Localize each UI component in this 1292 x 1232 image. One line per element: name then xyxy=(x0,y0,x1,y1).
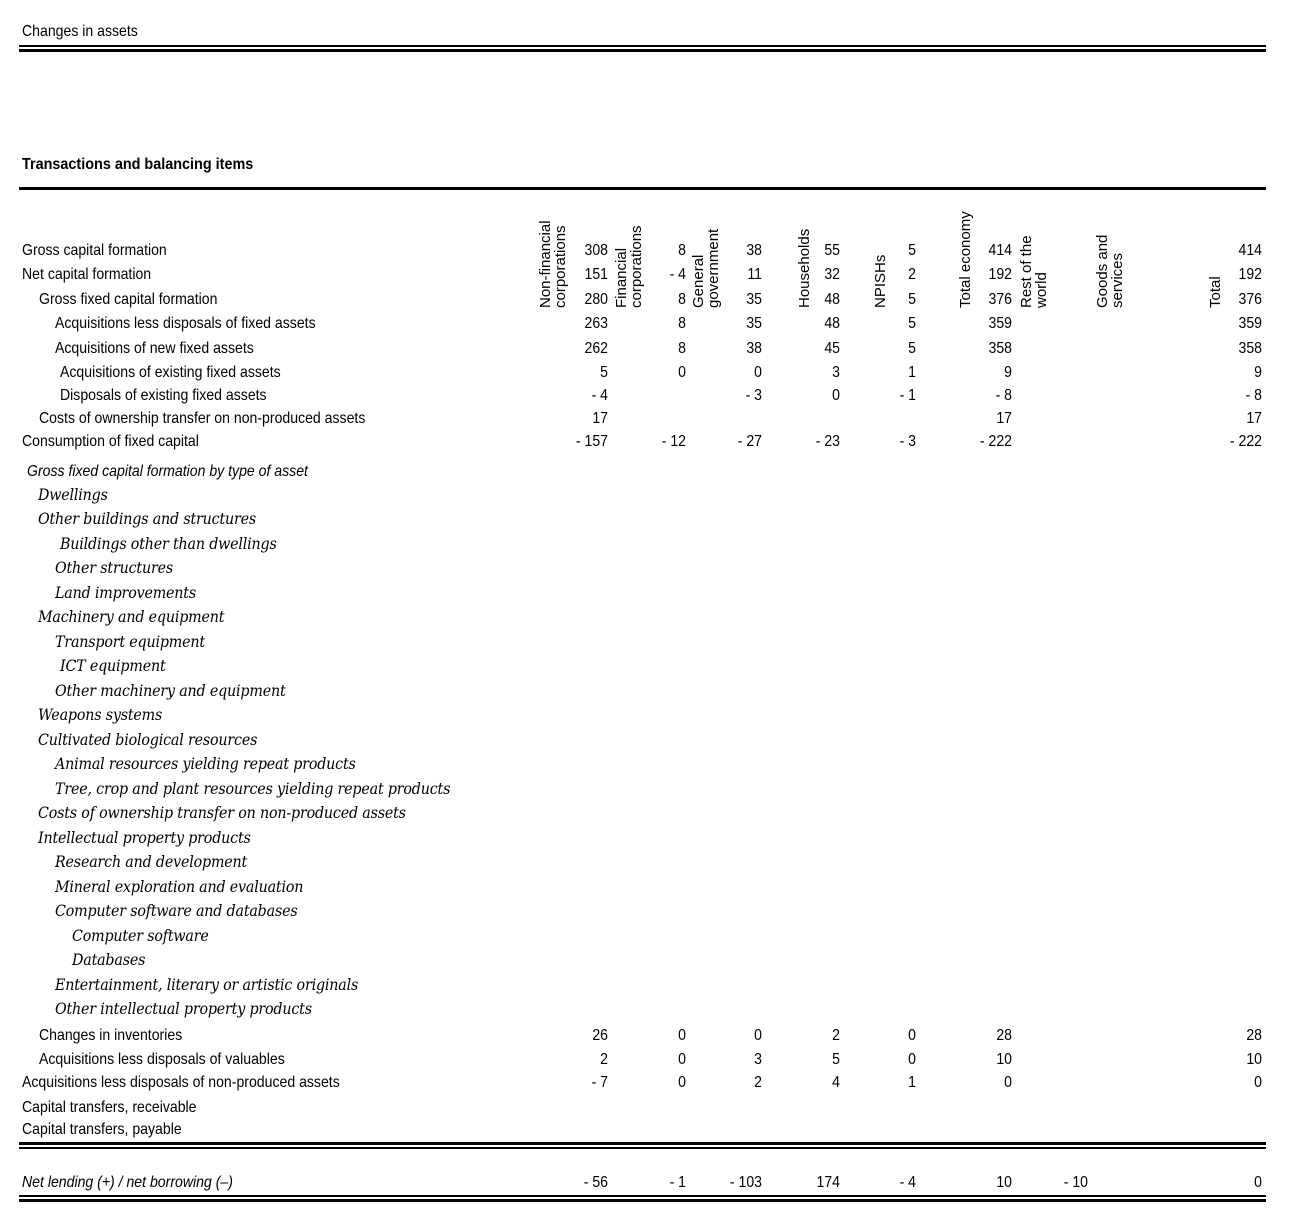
cell-te: 17 xyxy=(996,410,1012,427)
cell-npish: 1 xyxy=(908,1074,916,1091)
cell-hh: 2 xyxy=(832,1027,840,1044)
table-row xyxy=(0,586,1292,608)
row-label: Research and development xyxy=(55,853,248,871)
table-row xyxy=(0,782,1292,804)
column-header-line2: services xyxy=(1109,252,1126,308)
cell-fc: 0 xyxy=(678,1051,686,1068)
row-label: Transport equipment xyxy=(55,633,205,651)
column-header-line1: Total economy xyxy=(957,211,974,308)
row-label: Animal resources yielding repeat products xyxy=(55,755,356,773)
table-row xyxy=(0,610,1292,632)
row-label: Other structures xyxy=(55,559,173,577)
cell-gg: 3 xyxy=(754,1051,762,1068)
row-label: ICT equipment xyxy=(60,657,166,675)
cell-gg: 35 xyxy=(746,315,762,332)
table-row xyxy=(0,364,1292,386)
row-label: Machinery and equipment xyxy=(38,608,225,626)
cell-hh: 48 xyxy=(824,291,840,308)
row-label: Acquisitions of existing fixed assets xyxy=(60,364,281,381)
cell-hh: 32 xyxy=(824,266,840,283)
cell-total: 9 xyxy=(1254,364,1262,381)
cell-nfc: 308 xyxy=(584,242,608,259)
column-header-line1: Goods and xyxy=(1094,234,1111,308)
row-label: Capital transfers, receivable xyxy=(22,1099,197,1116)
table-row xyxy=(0,659,1292,681)
column-header-line1: Households xyxy=(796,228,813,308)
table-row xyxy=(0,1074,1292,1096)
cell-npish: 5 xyxy=(908,315,916,332)
cell-gg: - 27 xyxy=(737,433,762,450)
table-row xyxy=(0,315,1292,337)
cell-fc: 8 xyxy=(678,291,686,308)
cell-nfc: - 7 xyxy=(591,1074,608,1091)
cell-total: - 222 xyxy=(1229,433,1262,450)
cell-fc: - 12 xyxy=(661,433,686,450)
cell-npish: 5 xyxy=(908,291,916,308)
column-header-line2: world xyxy=(1033,272,1050,308)
row-label: Cultivated biological resources xyxy=(38,731,258,749)
cell-te: 0 xyxy=(1004,1074,1012,1091)
cell-nfc: 2 xyxy=(600,1051,608,1068)
row-label: Gross fixed capital formation by type of asset xyxy=(27,463,308,480)
table-row xyxy=(0,242,1292,264)
cell-te: 358 xyxy=(988,340,1012,357)
body-bottom-rule-thick xyxy=(19,1142,1266,1145)
table-row xyxy=(0,291,1292,313)
column-header-line1: NPISHs xyxy=(872,254,889,308)
cell-hh: - 23 xyxy=(815,433,840,450)
cell-te: 414 xyxy=(988,242,1012,259)
cell-hh: 4 xyxy=(832,1074,840,1091)
balancing-cell-hh: 174 xyxy=(816,1174,840,1191)
row-label: Consumption of fixed capital xyxy=(22,433,199,450)
cell-hh: 0 xyxy=(832,387,840,404)
table-row xyxy=(0,1002,1292,1024)
cell-hh: 5 xyxy=(832,1051,840,1068)
row-label: Acquisitions less disposals of valuables xyxy=(39,1051,285,1068)
row-label: Other intellectual property products xyxy=(55,1000,312,1018)
cell-gg: 11 xyxy=(747,266,762,283)
table-row xyxy=(0,410,1292,432)
balancing-cell-fc: - 1 xyxy=(669,1174,686,1191)
column-header-line1: Total xyxy=(1207,276,1224,308)
balancing-cell-row: - 10 xyxy=(1063,1174,1088,1191)
cell-npish: 1 xyxy=(908,364,916,381)
row-label: Computer software xyxy=(72,927,209,945)
header-bottom-rule xyxy=(19,187,1266,190)
cell-nfc: 263 xyxy=(584,315,608,332)
cell-total: 28 xyxy=(1246,1027,1262,1044)
table-row xyxy=(0,537,1292,559)
row-label: Buildings other than dwellings xyxy=(60,535,277,553)
column-header-line2: corporations xyxy=(628,225,645,308)
column-header-line2: government xyxy=(705,228,722,308)
body-bottom-rule-thin xyxy=(19,1147,1266,1149)
balancing-row xyxy=(0,1174,1292,1196)
top-rule-thick xyxy=(19,49,1266,52)
cell-npish: - 3 xyxy=(899,433,916,450)
table-row xyxy=(0,880,1292,902)
cell-fc: 0 xyxy=(678,1027,686,1044)
row-label: Land improvements xyxy=(55,584,196,602)
cell-fc: 8 xyxy=(678,242,686,259)
cell-npish: - 1 xyxy=(899,387,916,404)
table-row xyxy=(0,1121,1292,1143)
cell-nfc: 262 xyxy=(584,340,608,357)
balancing-cell-gg: - 103 xyxy=(729,1174,762,1191)
cell-nfc: 17 xyxy=(592,410,608,427)
row-label: Dwellings xyxy=(38,486,108,504)
final-rule-thin xyxy=(19,1195,1266,1197)
cell-gg: 35 xyxy=(746,291,762,308)
cell-gg: 0 xyxy=(754,364,762,381)
table-row xyxy=(0,806,1292,828)
cell-fc: 8 xyxy=(678,315,686,332)
cell-npish: 2 xyxy=(908,266,916,283)
cell-te: 9 xyxy=(1004,364,1012,381)
row-label: Changes in inventories xyxy=(39,1027,183,1044)
table-row xyxy=(0,266,1292,288)
cell-nfc: 5 xyxy=(600,364,608,381)
top-rule-thin xyxy=(19,45,1266,47)
table-row xyxy=(0,463,1292,485)
row-label: Intellectual property products xyxy=(38,829,251,847)
table-row xyxy=(0,684,1292,706)
balancing-cell-nfc: - 56 xyxy=(583,1174,608,1191)
table-title: Changes in assets xyxy=(22,23,138,40)
table-row xyxy=(0,1027,1292,1049)
table-row xyxy=(0,855,1292,877)
cell-npish: 5 xyxy=(908,340,916,357)
table-row xyxy=(0,978,1292,1000)
balancing-row-label: Net lending (+) / net borrowing (–) xyxy=(22,1174,233,1191)
table-row xyxy=(0,1051,1292,1073)
column-header-line2: corporations xyxy=(552,225,569,308)
cell-npish: 5 xyxy=(908,242,916,259)
row-label: Capital transfers, payable xyxy=(22,1121,182,1138)
cell-hh: 55 xyxy=(824,242,840,259)
row-label: Gross fixed capital formation xyxy=(39,291,218,308)
column-header-line1: Rest of the xyxy=(1018,235,1035,308)
cell-hh: 3 xyxy=(832,364,840,381)
cell-nfc: - 157 xyxy=(575,433,608,450)
table-row xyxy=(0,387,1292,409)
cell-total: 414 xyxy=(1238,242,1262,259)
table-row xyxy=(0,953,1292,975)
cell-npish: 0 xyxy=(908,1027,916,1044)
cell-total: 358 xyxy=(1238,340,1262,357)
table-row xyxy=(0,733,1292,755)
cell-fc: 8 xyxy=(678,340,686,357)
balancing-cell-total: 0 xyxy=(1254,1174,1262,1191)
cell-total: - 8 xyxy=(1245,387,1262,404)
table-row xyxy=(0,831,1292,853)
row-label: Databases xyxy=(72,951,146,969)
cell-te: 376 xyxy=(988,291,1012,308)
table-row xyxy=(0,433,1292,455)
column-header-line1: Financial xyxy=(613,247,630,308)
cell-gg: - 3 xyxy=(745,387,762,404)
row-label: Entertainment, literary or artistic originals xyxy=(55,976,359,994)
cell-gg: 38 xyxy=(746,340,762,357)
cell-total: 0 xyxy=(1254,1074,1262,1091)
row-header-label: Transactions and balancing items xyxy=(22,156,254,173)
row-label: Computer software and databases xyxy=(55,902,298,920)
table-row xyxy=(0,340,1292,362)
cell-gg: 38 xyxy=(746,242,762,259)
row-label: Acquisitions of new fixed assets xyxy=(55,340,254,357)
row-label: Other machinery and equipment xyxy=(55,682,286,700)
row-label: Other buildings and structures xyxy=(38,510,257,528)
balancing-cell-te: 10 xyxy=(996,1174,1012,1191)
table-row xyxy=(0,488,1292,510)
row-label: Tree, crop and plant resources yielding repeat products xyxy=(55,780,451,798)
row-label: Acquisitions less disposals of fixed assets xyxy=(55,315,316,332)
cell-fc: 0 xyxy=(678,1074,686,1091)
cell-gg: 2 xyxy=(754,1074,762,1091)
cell-te: 192 xyxy=(988,266,1012,283)
cell-gg: 0 xyxy=(754,1027,762,1044)
cell-hh: 45 xyxy=(824,340,840,357)
row-label: Costs of ownership transfer on non-produced assets xyxy=(39,410,366,427)
table-row xyxy=(0,708,1292,730)
row-label: Weapons systems xyxy=(38,706,163,724)
balancing-cell-npish: - 4 xyxy=(899,1174,916,1191)
cell-fc: - 4 xyxy=(669,266,686,283)
cell-te: - 222 xyxy=(979,433,1012,450)
cell-te: 28 xyxy=(996,1027,1012,1044)
cell-total: 192 xyxy=(1238,266,1262,283)
cell-total: 359 xyxy=(1238,315,1262,332)
table-row xyxy=(0,757,1292,779)
row-label: Gross capital formation xyxy=(22,242,167,259)
cell-nfc: 280 xyxy=(584,291,608,308)
cell-te: 10 xyxy=(996,1051,1012,1068)
table-row xyxy=(0,929,1292,951)
cell-nfc: 151 xyxy=(584,266,608,283)
cell-npish: 0 xyxy=(908,1051,916,1068)
cell-hh: 48 xyxy=(824,315,840,332)
cell-fc: 0 xyxy=(678,364,686,381)
cell-nfc: - 4 xyxy=(591,387,608,404)
row-label: Disposals of existing fixed assets xyxy=(60,387,267,404)
column-header-line1: Non-financial xyxy=(537,220,554,308)
row-label: Mineral exploration and evaluation xyxy=(55,878,304,896)
cell-total: 10 xyxy=(1246,1051,1262,1068)
cell-total: 376 xyxy=(1238,291,1262,308)
final-rule-thick xyxy=(19,1199,1266,1202)
row-label: Costs of ownership transfer on non-produced assets xyxy=(38,804,406,822)
cell-nfc: 26 xyxy=(592,1027,608,1044)
table-row xyxy=(0,1099,1292,1121)
row-label: Acquisitions less disposals of non-produced assets xyxy=(22,1074,340,1091)
table-row xyxy=(0,904,1292,926)
table-row xyxy=(0,512,1292,534)
table-row xyxy=(0,561,1292,583)
cell-te: 359 xyxy=(988,315,1012,332)
row-label: Net capital formation xyxy=(22,266,152,283)
table-row xyxy=(0,635,1292,657)
cell-te: - 8 xyxy=(995,387,1012,404)
cell-total: 17 xyxy=(1246,410,1262,427)
column-header-line1: General xyxy=(690,254,707,308)
